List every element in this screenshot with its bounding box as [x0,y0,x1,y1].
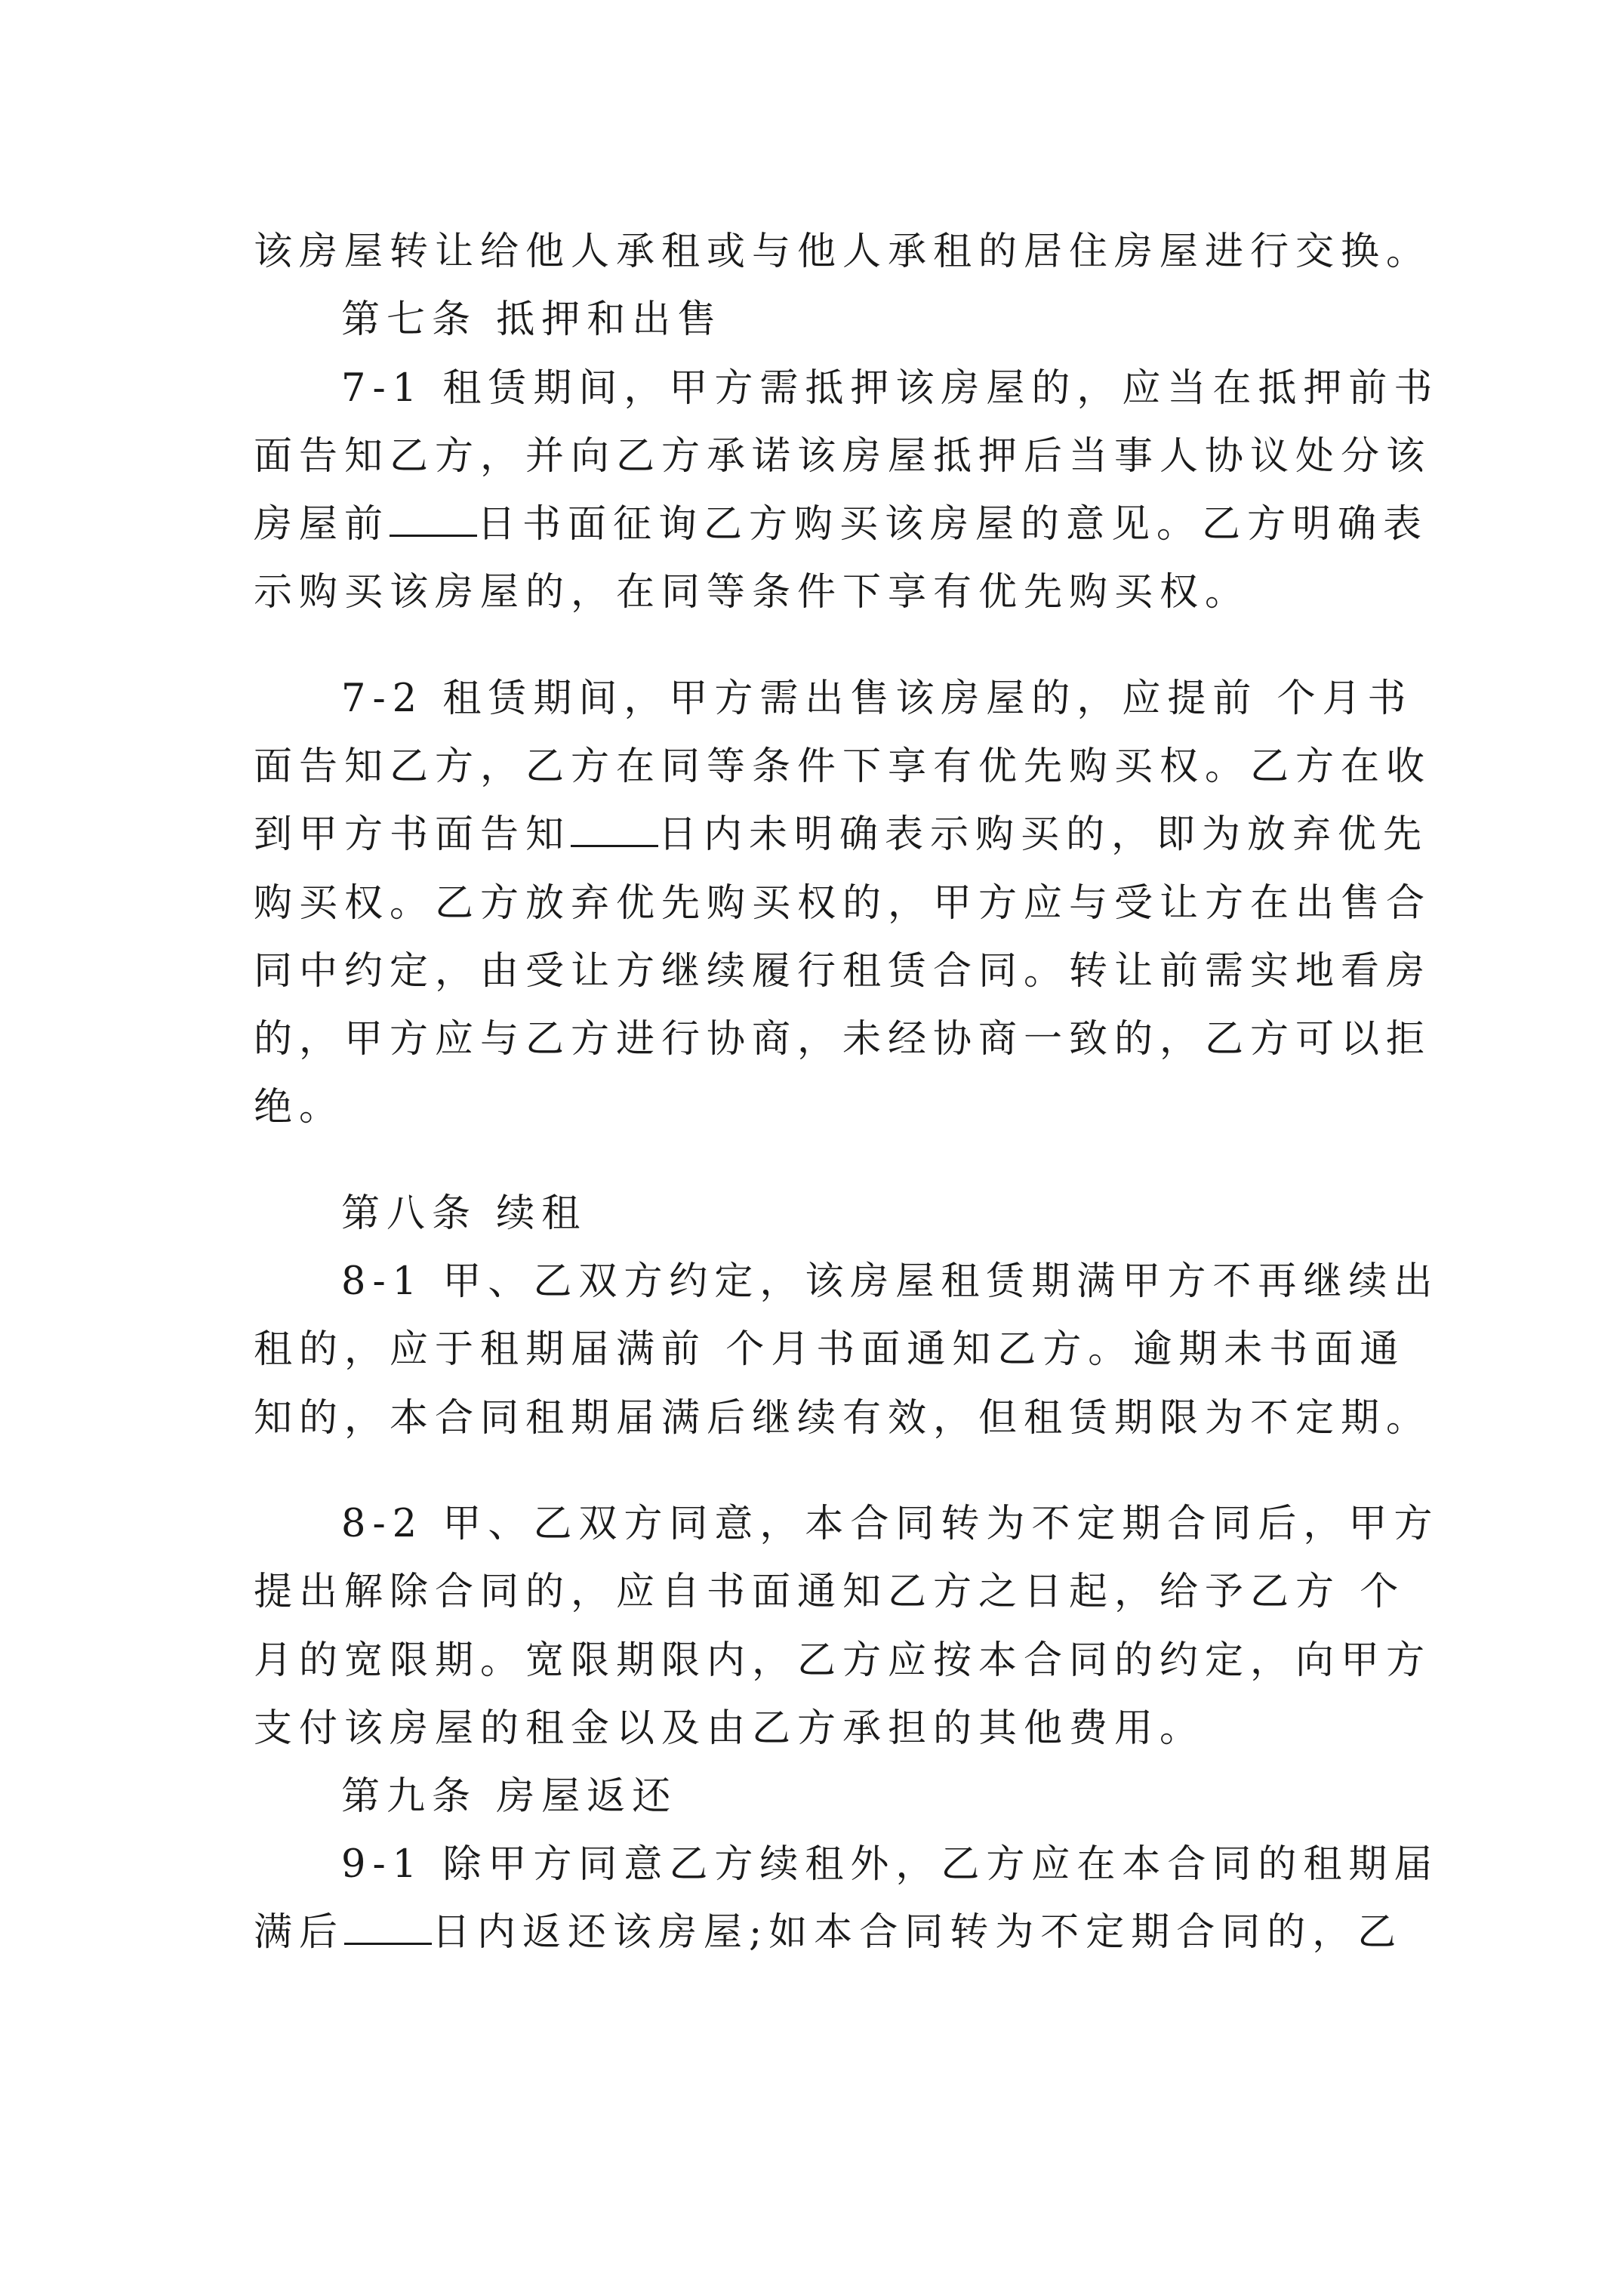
text-line: 绝。 [254,1085,345,1130]
text-segment: 日书面征询乙方购买该房屋的意见。乙方明确表 [477,502,1429,547]
text-line: 的，甲方应与乙方进行协商，未经协商一致的，乙方可以拒 [254,1017,1432,1062]
text-line: 该房屋转让给他人承租或与他人承租的居住房屋进行交换。 [254,230,1432,274]
text-line [254,487,1428,562]
text-line: 提出解除合同的，应自书面通知乙方之日起，给予乙方 个 [254,1570,1406,1614]
fill-blank [390,498,477,537]
fill-blank [344,1906,432,1945]
clause-8-1: 8-1 甲、乙双方约定，该房屋租赁期满甲方不再继续出 [341,1259,1440,1304]
clause-8-2: 8-2 甲、乙双方同意，本合同转为不定期合同后，甲方 [341,1502,1440,1546]
text-line: 面告知乙方，乙方在同等条件下享有优先购买权。乙方在收 [254,744,1432,789]
text-line: 知的，本合同租期届满后继续有效，但租赁期限为不定期。 [254,1396,1432,1441]
text-line: 支付该房屋的租金以及由乙方承担的其他费用。 [254,1706,1206,1751]
text-segment: 房屋前 [254,502,390,547]
clause-9-1: 9-1 除甲方同意乙方续租外，乙方应在本合同的租期届 [341,1842,1440,1887]
text-line: 租的，应于租期届满前 个月书面通知乙方。逾期未书面通 [254,1327,1406,1372]
fill-blank [571,809,658,847]
text-segment: 日内未明确表示购买的，即为放弃优先 [658,812,1429,857]
clause-7-2: 7-2 租赁期间，甲方需出售该房屋的，应提前 个月书 [341,676,1413,721]
clause-7-1: 7-1 租赁期间，甲方需抵押该房屋的，应当在抵押前书 [341,366,1440,411]
text-line [254,797,1428,873]
text-line: 面告知乙方，并向乙方承诺该房屋抵押后当事人协议处分该 [254,434,1432,479]
text-line: 购买权。乙方放弃优先购买权的，甲方应与受让方在出售合 [254,881,1432,926]
text-line [254,1895,1403,1971]
text-segment: 日内返还该房屋;如本合同转为不定期合同的，乙 [432,1910,1403,1955]
text-segment: 到甲方书面告知 [254,812,571,857]
text-segment: 满后 [254,1910,345,1955]
article-heading-7: 第七条 抵押和出售 [341,297,723,342]
text-line: 示购买该房屋的，在同等条件下享有优先购买权。 [254,570,1251,615]
text-line: 月的宽限期。宽限期限内，乙方应按本合同的约定，向甲方 [254,1638,1432,1683]
article-heading-8: 第八条 续租 [341,1191,587,1236]
article-heading-9: 第九条 房屋返还 [341,1774,678,1819]
text-line: 同中约定，由受让方继续履行租赁合同。转让前需实地看房 [254,949,1432,994]
